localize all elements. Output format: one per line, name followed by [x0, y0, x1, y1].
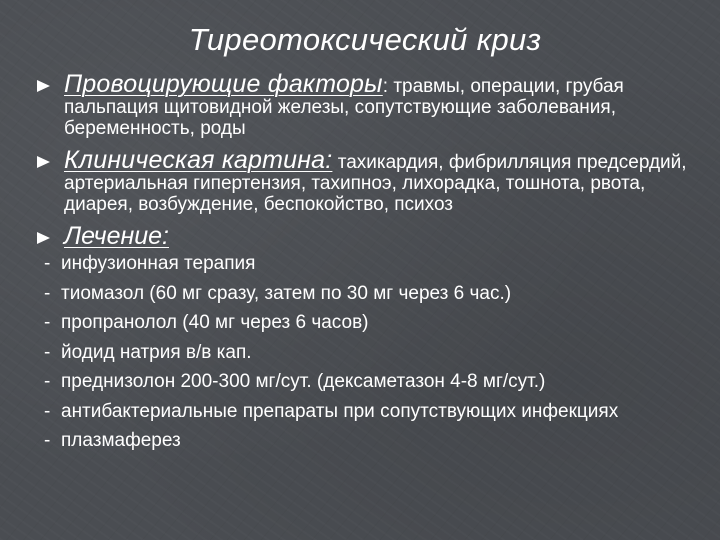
- bullet-clinical-picture: [0, 146, 720, 215]
- triangle-bullet-icon: [37, 232, 50, 244]
- list-item: [44, 371, 720, 392]
- list-item: [44, 401, 720, 422]
- bullet-provoking-factors: [0, 70, 720, 139]
- dash-marker: -: [44, 400, 51, 422]
- triangle-bullet-icon: [37, 156, 50, 168]
- list-item-text: йодид натрия в/в кап.: [61, 341, 252, 363]
- treatment-list: [0, 253, 720, 451]
- dash-marker: -: [44, 341, 51, 363]
- dash-marker: -: [44, 371, 51, 392]
- bullet-treatment: [0, 222, 720, 250]
- list-item-text: инфузионная терапия: [61, 253, 256, 274]
- bullet-heading: Клиническая картина:: [64, 146, 333, 174]
- bullet-text: тахикардия, фибрилляция предсердий, артериальная гипертензия, тахипноэ, лихорадка, тошнота, рвота, диарея, возбуждение, беспокойство, психоз: [64, 152, 687, 215]
- list-item-text: преднизолон 200-300 мг/сут. (дексаметазон 4-8 мг/сут.): [61, 371, 546, 392]
- triangle-bullet-icon: [37, 80, 50, 92]
- list-item: [44, 312, 720, 333]
- dash-marker: -: [44, 430, 51, 451]
- slide-title: Тиреотоксический криз: [188, 22, 542, 57]
- bullet-heading: Лечение:: [64, 222, 169, 250]
- bullet-text: : травмы, операции, грубая пальпация щитовидной железы, сопутствующие заболевания, беременность, роды: [64, 76, 624, 139]
- list-item-text: антибактериальные препараты при сопутствующих инфекциях: [61, 400, 619, 422]
- list-item-text: плазмаферез: [61, 430, 181, 451]
- list-item: [44, 253, 720, 274]
- list-item: [44, 283, 720, 304]
- slide-content: [0, 70, 720, 460]
- list-item: [44, 342, 720, 363]
- dash-marker: -: [44, 253, 51, 274]
- list-item-text: тиомазол (60 мг сразу, затем по 30 мг через 6 час.): [61, 282, 512, 304]
- bullet-heading: Провоцирующие факторы: [64, 70, 383, 98]
- dash-marker: -: [44, 312, 51, 333]
- list-item: [44, 430, 720, 451]
- list-item-text: пропранолол (40 мг через 6 часов): [61, 312, 369, 333]
- dash-marker: -: [44, 282, 51, 304]
